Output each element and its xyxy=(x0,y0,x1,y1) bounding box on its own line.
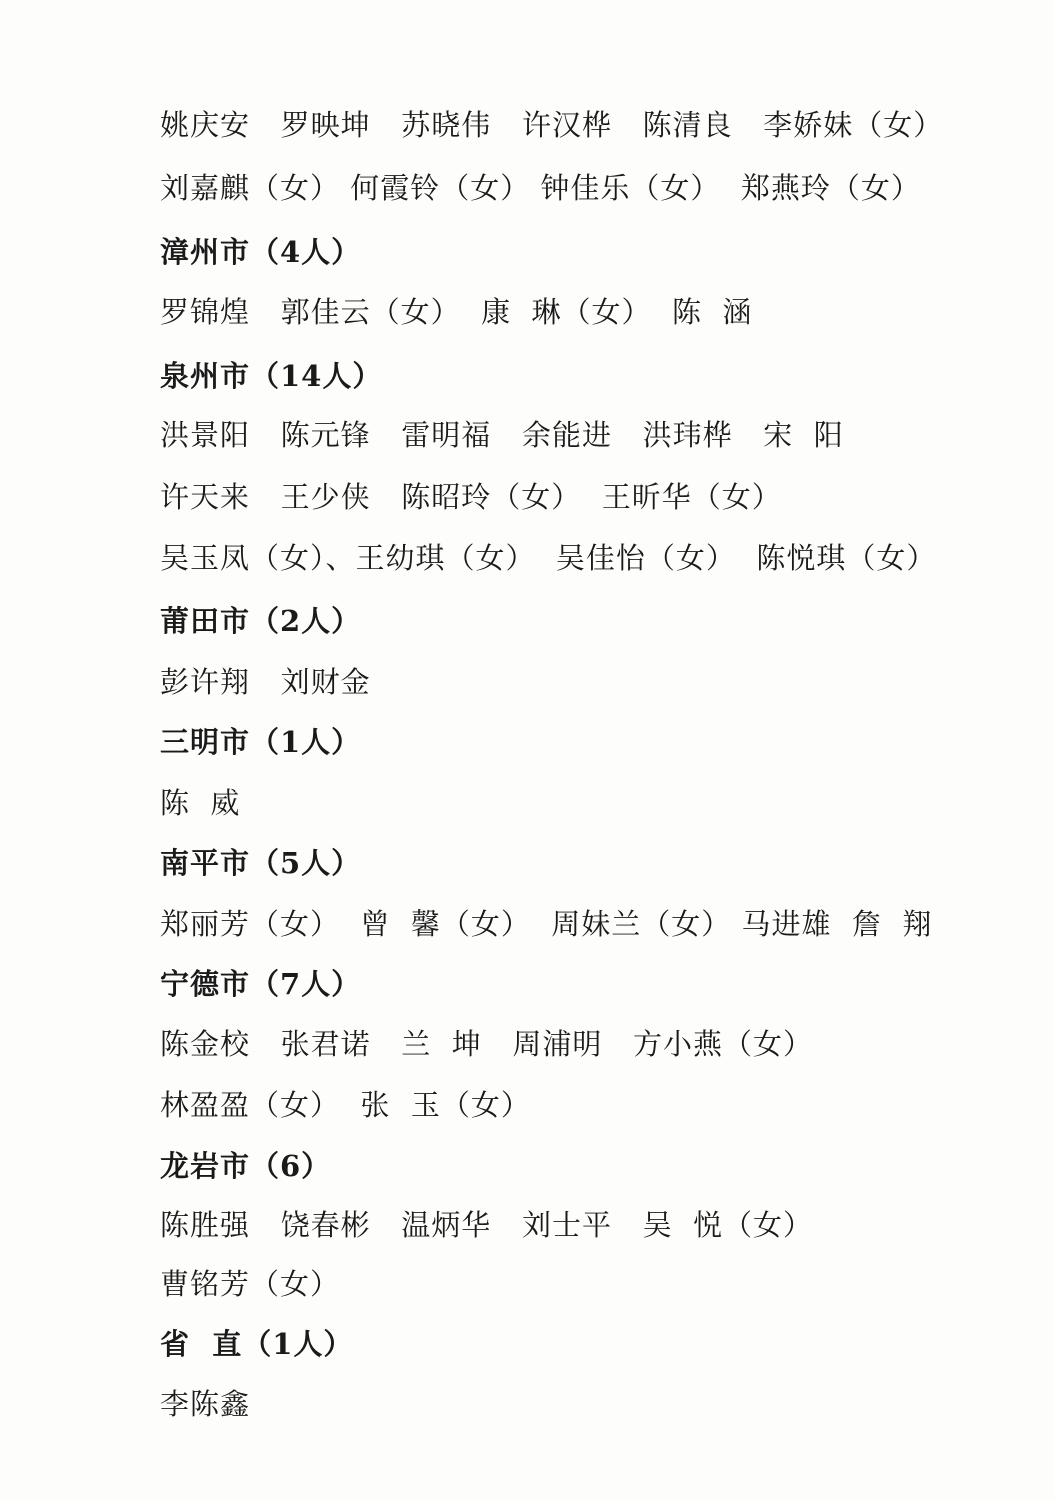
section-heading: 泉州市（14人） xyxy=(160,359,383,393)
name-line: 陈 威 xyxy=(160,786,241,820)
section-heading: 三明市（1人） xyxy=(160,725,362,759)
name-line: 陈胜强 饶春彬 温炳华 刘士平 吴 悦（女） xyxy=(160,1208,814,1242)
name-line: 洪景阳 陈元锋 雷明福 余能进 洪玮桦 宋 阳 xyxy=(160,418,844,452)
section-heading: 宁德市（7人） xyxy=(160,967,362,1001)
name-line: 刘嘉麒（女） 何霞铃（女） 钟佳乐（女） 郑燕玲（女） xyxy=(160,171,921,205)
name-line: 罗锦煌 郭佳云（女） 康 琳（女） 陈 涵 xyxy=(160,295,753,329)
section-heading: 莆田市（2人） xyxy=(160,604,362,638)
section-heading: 南平市（5人） xyxy=(160,846,362,880)
section-heading: 省 直（1人） xyxy=(160,1327,354,1361)
name-line: 林盈盈（女） 张 玉（女） xyxy=(160,1088,531,1122)
name-line: 吴玉凤（女）、王幼琪（女） 吴佳怡（女） 陈悦琪（女） xyxy=(160,541,937,575)
name-line: 曹铭芳（女） xyxy=(160,1267,341,1301)
name-line: 李陈鑫 xyxy=(160,1387,251,1421)
section-heading: 漳州市（4人） xyxy=(160,235,362,269)
name-line: 陈金校 张君诺 兰 坤 周浦明 方小燕（女） xyxy=(160,1027,814,1061)
name-line: 彭许翔 刘财金 xyxy=(160,665,371,699)
name-line: 姚庆安 罗映坤 苏晓伟 许汉桦 陈清良 李娇妹（女） xyxy=(160,108,944,142)
name-line: 许天来 王少侠 陈昭玲（女） 王昕华（女） xyxy=(160,480,782,514)
name-line: 郑丽芳（女） 曾 馨（女） 周妹兰（女） 马进雄 詹 翔 xyxy=(160,907,933,941)
section-heading: 龙岩市（6） xyxy=(160,1149,332,1183)
